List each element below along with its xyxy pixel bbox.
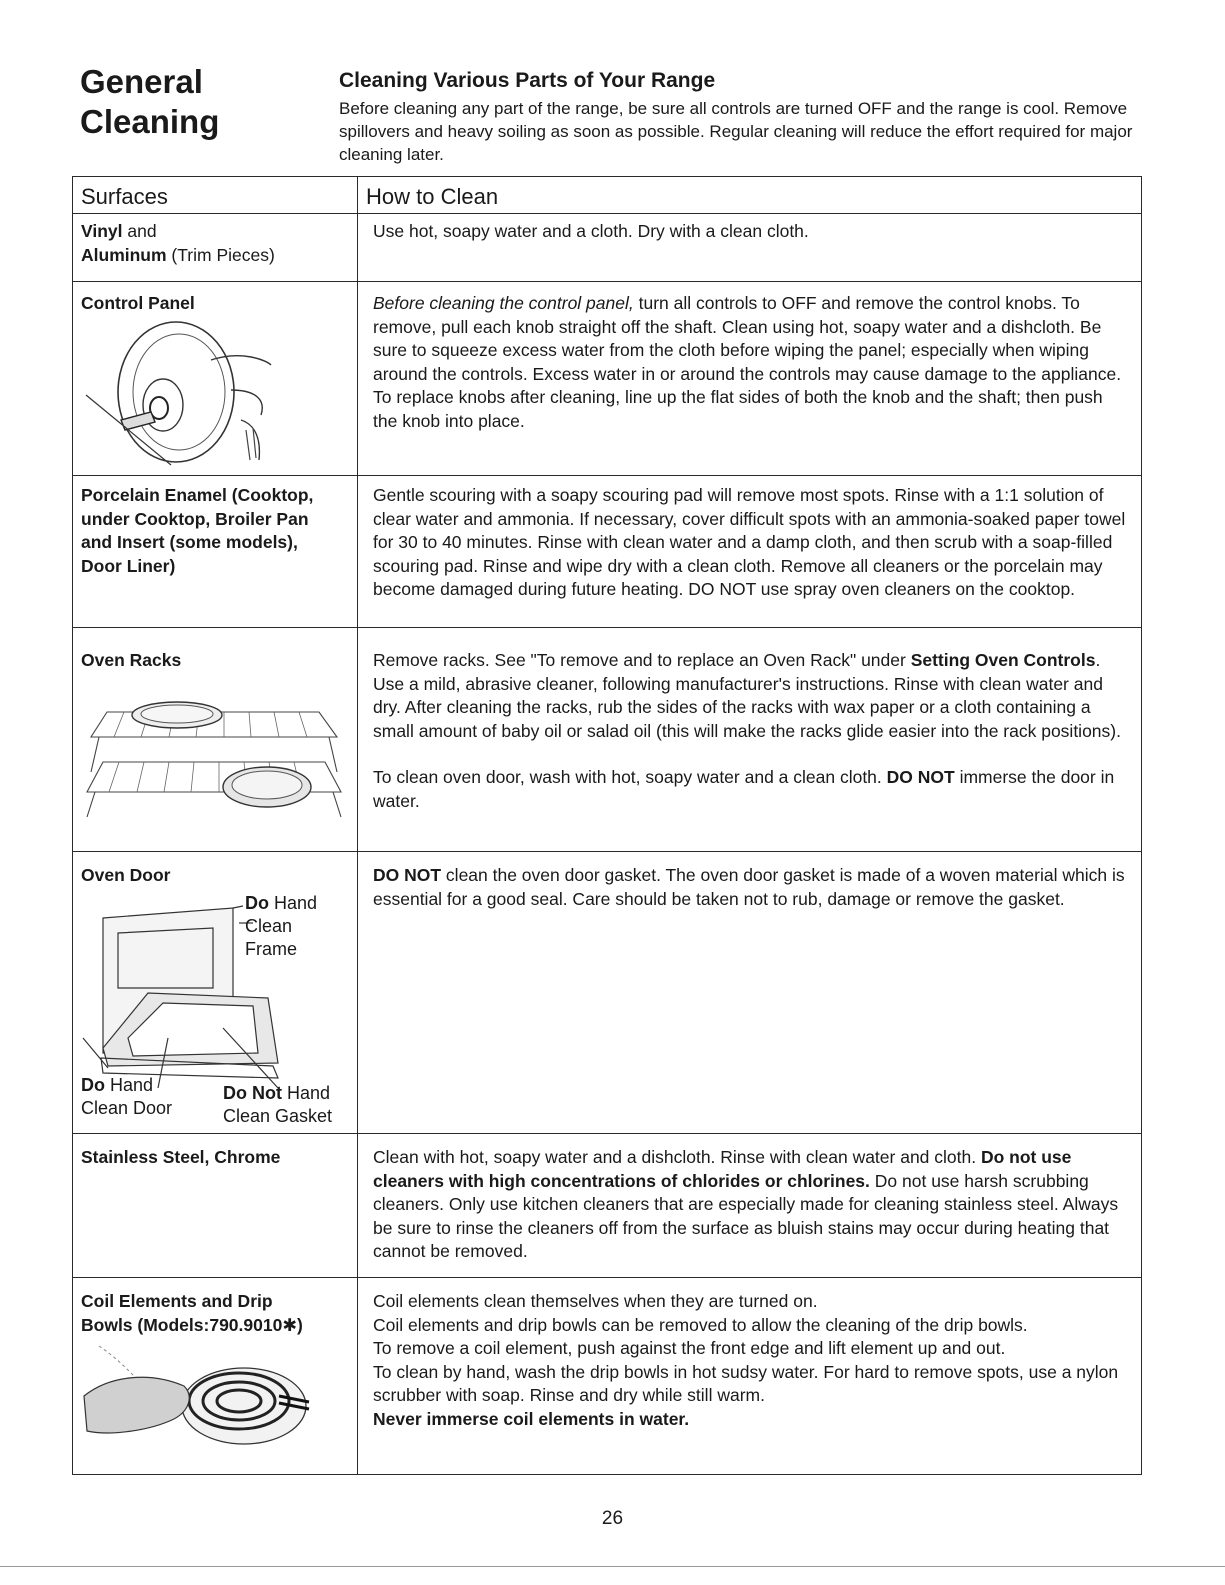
how-coil-elements <box>358 1278 1141 1431</box>
coil-element-illustration <box>79 1341 319 1446</box>
how-vinyl: Use hot, soapy water and a cloth. Dry with a clean cloth. <box>373 221 809 241</box>
surface-oven-racks: Oven Racks <box>81 650 182 670</box>
how-oven-racks-para1: Remove racks. See "To remove and to replace an Oven Rack" under Setting Oven Controls. Use a mild, abrasive cleaner, following manufacturer's instructions. Rinse with clean water and dry. After cleaning the racks, rub the sides of the racks with wax paper or a cloth containing a small amount of baby oil or salad oil (this will make the racks glide easier into the rack positions). <box>373 650 1121 741</box>
how-coil-line1: Coil elements clean themselves when they are turned on. <box>373 1291 818 1311</box>
how-cell <box>358 1278 1142 1475</box>
cleaning-table <box>72 176 1142 1475</box>
surface-porcelain-enamel: Porcelain Enamel (Cooktop, under Cooktop, Broiler Pan and Insert (some models), Door Liner) <box>81 485 314 576</box>
table-row <box>73 1278 1142 1475</box>
surface-cell <box>73 214 358 282</box>
header-how-cell <box>358 177 1142 214</box>
label-do-hand-clean-door: Do Hand Clean Door <box>81 1074 173 1118</box>
how-porcelain-enamel: Gentle scouring with a soapy scouring pad will remove most spots. Rinse with a 1:1 solution of clear water and ammonia. If necessary, cover difficult spots with an ammonia-soaked paper towel for 30 to 40 minutes. Rinse with clean water and a damp cloth, and then scrub with a soap-filled scouring pad. Rinse and wipe dry with a clean cloth. Remove all cleaners or the porcelain may become damaged during future heating. DO NOT use spray oven cleaners on the cooktop. <box>373 485 1126 599</box>
how-cell <box>358 1134 1142 1278</box>
label-do-not-hand-clean-gasket: Do Not Hand Clean Gasket <box>223 1082 333 1126</box>
how-coil-line2: Coil elements and drip bowls can be removed to allow the cleaning of the drip bowls. <box>373 1314 1028 1335</box>
intro-text: Before cleaning any part of the range, be sure all controls are turned OFF and the range is cool. Remove spillovers and heavy soiling as soon as possible. Regular cleaning will reduce the effort required for major cleaning later. <box>339 99 1133 164</box>
page-title-line2: Cleaning <box>80 103 220 140</box>
oven-door-illustration <box>73 888 357 1128</box>
table-row <box>73 852 1142 1134</box>
surface-cell <box>73 852 358 1134</box>
how-stainless-steel: Clean with hot, soapy water and a dishcloth. Rinse with clean water and cloth. Do not use cleaners with high concentrations of chlorides or chlorines. Do not use harsh scrubbing cleaners. Only use kitchen cleaners that are especially made for cleaning stainless steel. Always be sure to rinse the cleaners off from the surface as bluish stains may occur during heating that cannot be removed. <box>373 1147 1119 1261</box>
how-oven-door: DO NOT clean the oven door gasket. The oven door gasket is made of a woven material which is essential for a good seal. Care should be taken not to rub, damage or remove the gasket. <box>373 865 1125 909</box>
intro-section <box>339 68 1139 166</box>
how-coil-line3: To remove a coil element, push against the front edge and lift element up and out. <box>373 1338 1006 1358</box>
table-row <box>73 628 1142 852</box>
page-title-line1: General <box>80 63 203 100</box>
surface-cell <box>73 1134 358 1278</box>
header-surfaces: Surfaces <box>81 184 168 209</box>
how-oven-racks-para2: To clean oven door, wash with hot, soapy water and a clean cloth. DO NOT immerse the door in water. <box>373 767 1115 811</box>
how-coil-line4: To clean by hand, wash the drip bowls in hot sudsy water. For hard to remove spots, use a nylon scrubber with soap. Rinse and dry while still warm. <box>373 1361 1119 1405</box>
header-surfaces-cell <box>73 177 358 214</box>
surface-oven-door: Oven Door <box>81 865 171 885</box>
section-heading: Cleaning Various Parts of Your Range <box>339 69 716 92</box>
surface-cell <box>73 1278 358 1475</box>
label-do-hand-clean-frame: Do Hand Clean Frame <box>245 892 318 959</box>
oven-rack-illustration <box>79 677 349 822</box>
how-cell <box>358 476 1142 628</box>
surface-cell <box>73 282 358 476</box>
table-row <box>73 282 1142 476</box>
how-coil-warning: Never immerse coil elements in water. <box>373 1408 690 1429</box>
how-cell <box>358 628 1142 852</box>
header-how-to-clean: How to Clean <box>366 184 499 209</box>
how-control-panel: Before cleaning the control panel, turn all controls to OFF and remove the control knobs. To remove, pull each knob straight off the shaft. Clean using hot, soapy water and a dishcloth. Be sure to squeeze excess water from the cloth before wiping the panel; especially when wiping around the controls. Excess water in or around the controls may cause damage to the appliance. To replace knobs after cleaning, line up the flat sides of both the knob and the shaft; then push the knob into place. <box>373 293 1122 431</box>
table-row <box>73 214 1142 282</box>
bottom-rule <box>0 1566 1225 1567</box>
how-cell <box>358 282 1142 476</box>
surface-cell <box>73 628 358 852</box>
surface-vinyl: Vinyl and Aluminum (Trim Pieces) <box>81 221 275 265</box>
how-oven-racks <box>358 628 1141 813</box>
surface-cell <box>73 476 358 628</box>
table-header-row <box>73 177 1142 214</box>
how-cell <box>358 852 1142 1134</box>
surface-coil-elements: Coil Elements and Drip Bowls (Models:790.9010✱) <box>81 1291 303 1335</box>
table-row <box>73 476 1142 628</box>
surface-stainless-steel: Stainless Steel, Chrome <box>81 1147 281 1167</box>
control-knob-illustration <box>81 320 281 470</box>
table-row <box>73 1134 1142 1278</box>
how-cell <box>358 214 1142 282</box>
surface-control-panel: Control Panel <box>81 293 195 313</box>
page-title <box>80 62 310 142</box>
page-number: 26 <box>601 1508 624 1529</box>
